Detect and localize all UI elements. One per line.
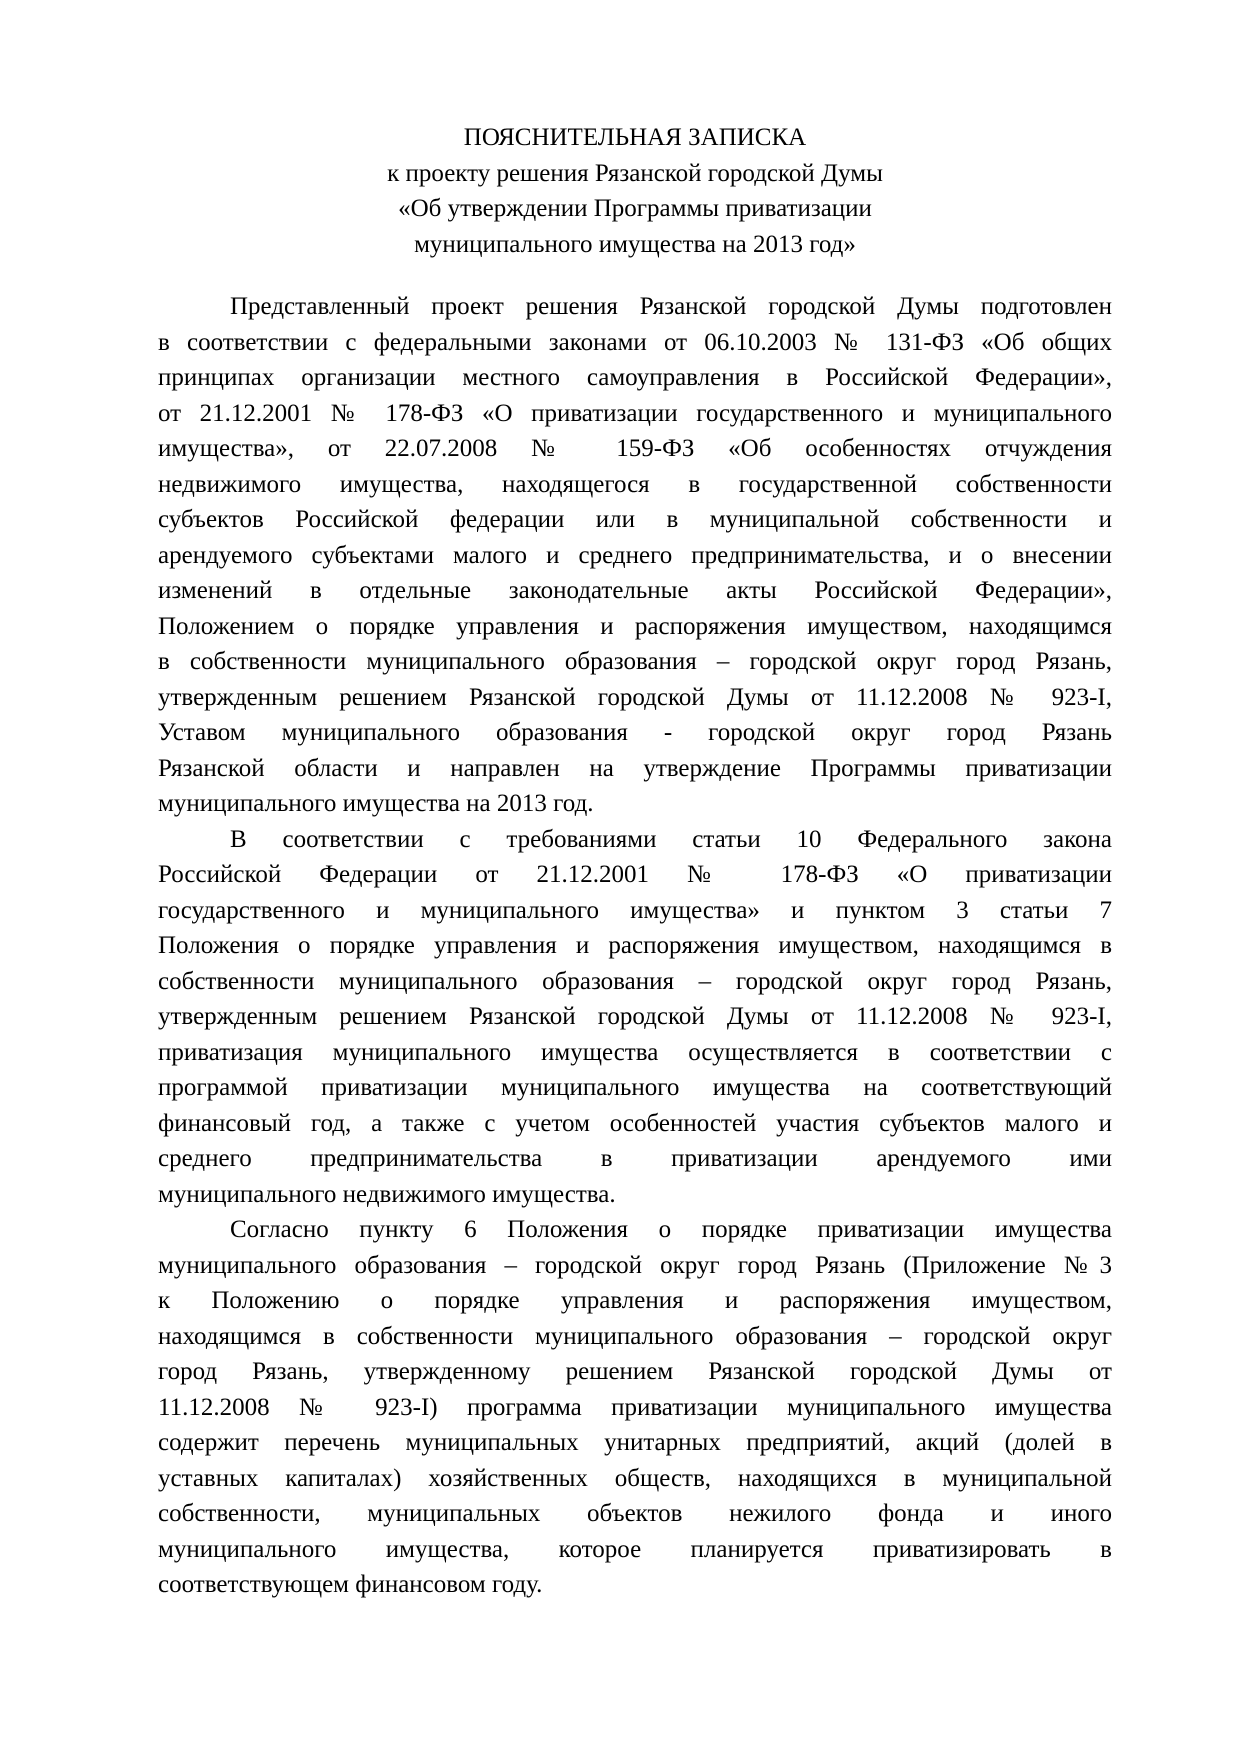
text-line: муниципального недвижимого имущества.	[158, 1180, 616, 1208]
text-line: Уставом муниципального образования - городской округ город Рязань	[158, 719, 1112, 746]
paragraph	[158, 822, 1112, 1213]
text-line: утвержденным решением Рязанской городской Думы от 11.12.2008 № 923-I,	[158, 1003, 1112, 1030]
text-line: соответствующем финансовом году.	[158, 1571, 543, 1598]
paragraph	[158, 1212, 1112, 1603]
text-line: арендуемого субъектами малого и среднего предпринимательства, и о внесении	[158, 541, 1112, 569]
text-line: муниципального имущества на 2013 год.	[158, 790, 594, 817]
text-line: Рязанской области и направлен на утверждение Программы приватизации	[158, 754, 1112, 782]
text-line: программой приватизации муниципального имущества на соответствующий	[158, 1074, 1112, 1101]
text-line: государственного и муниципального имущества» и пунктом 3 статьи 7	[158, 896, 1112, 924]
title-line: к проекту решения Рязанской городской Думы	[387, 159, 883, 187]
text-line: находящимся в собственности муниципального образования – городской округ	[158, 1322, 1112, 1350]
text-line: содержит перечень муниципальных унитарных предприятий, акций (долей в	[158, 1429, 1112, 1456]
text-line: Положения о порядке управления и распоряжения имуществом, находящимся в	[158, 932, 1112, 959]
text-line: город Рязань, утвержденному решением Рязанской городской Думы от	[158, 1358, 1112, 1385]
paragraph	[158, 289, 1112, 822]
text-line: к Положению о порядке управления и распоряжения имуществом,	[158, 1287, 1112, 1314]
text-line: Российской Федерации от 21.12.2001 № 178-ФЗ «О приватизации	[158, 861, 1112, 888]
text-line: в соответствии с федеральными законами от 06.10.2003 № 131-ФЗ «Об общих	[158, 328, 1112, 356]
text-line: Согласно пункту 6 Положения о порядке приватизации имущества	[230, 1216, 1112, 1243]
text-line: принципах организации местного самоуправления в Российской Федерации»,	[158, 364, 1112, 391]
document-title	[158, 120, 1112, 262]
text-line: имущества», от 22.07.2008 № 159-ФЗ «Об особенностях отчуждения	[158, 435, 1112, 462]
text-line: в собственности муниципального образования – городской округ город Рязань,	[158, 648, 1112, 675]
text-line: финансовый год, а также с учетом особенностей участия субъектов малого и	[158, 1109, 1112, 1137]
title-line: ПОЯСНИТЕЛЬНАЯ ЗАПИСКА	[463, 124, 807, 151]
text-line: собственности, муниципальных объектов нежилого фонда и иного	[158, 1500, 1112, 1527]
text-line: субъектов Российской федерации или в муниципальной собственности и	[158, 506, 1112, 533]
text-line: 11.12.2008 № 923-I) программа приватизации муниципального имущества	[158, 1393, 1112, 1421]
text-line: муниципального образования – городской округ город Рязань (Приложение №3	[158, 1251, 1112, 1279]
text-line: изменений в отдельные законодательные акты Российской Федерации»,	[158, 577, 1112, 604]
text-line: Положением о порядке управления и распоряжения имуществом, находящимся	[158, 612, 1112, 640]
text-line: В соответствии с требованиями статьи 10 Федерального закона	[230, 825, 1112, 853]
document-body	[158, 289, 1112, 1603]
title-line: «Об утверждении Программы приватизации	[398, 195, 872, 222]
text-line: собственности муниципального образования – городской округ город Рязань,	[158, 967, 1112, 995]
text-line: приватизация муниципального имущества осуществляется в соответствии с	[158, 1038, 1112, 1066]
title-line: муниципального имущества на 2013 год»	[414, 230, 856, 258]
document-content	[158, 120, 1112, 1603]
text-line: Представленный проект решения Рязанской городской Думы подготовлен	[230, 293, 1112, 320]
text-line: муниципального имущества, которое планируется приватизировать в	[158, 1535, 1112, 1563]
text-line: среднего предпринимательства в приватизации арендуемого ими	[158, 1145, 1112, 1172]
text-line: уставных капиталах) хозяйственных обществ, находящихся в муниципальной	[158, 1464, 1112, 1492]
text-line: недвижимого имущества, находящегося в государственной собственности	[158, 470, 1112, 498]
text-line: утвержденным решением Рязанской городской Думы от 11.12.2008 № 923-I,	[158, 683, 1112, 711]
text-line: от 21.12.2001 № 178-ФЗ «О приватизации государственного и муниципального	[158, 399, 1112, 427]
